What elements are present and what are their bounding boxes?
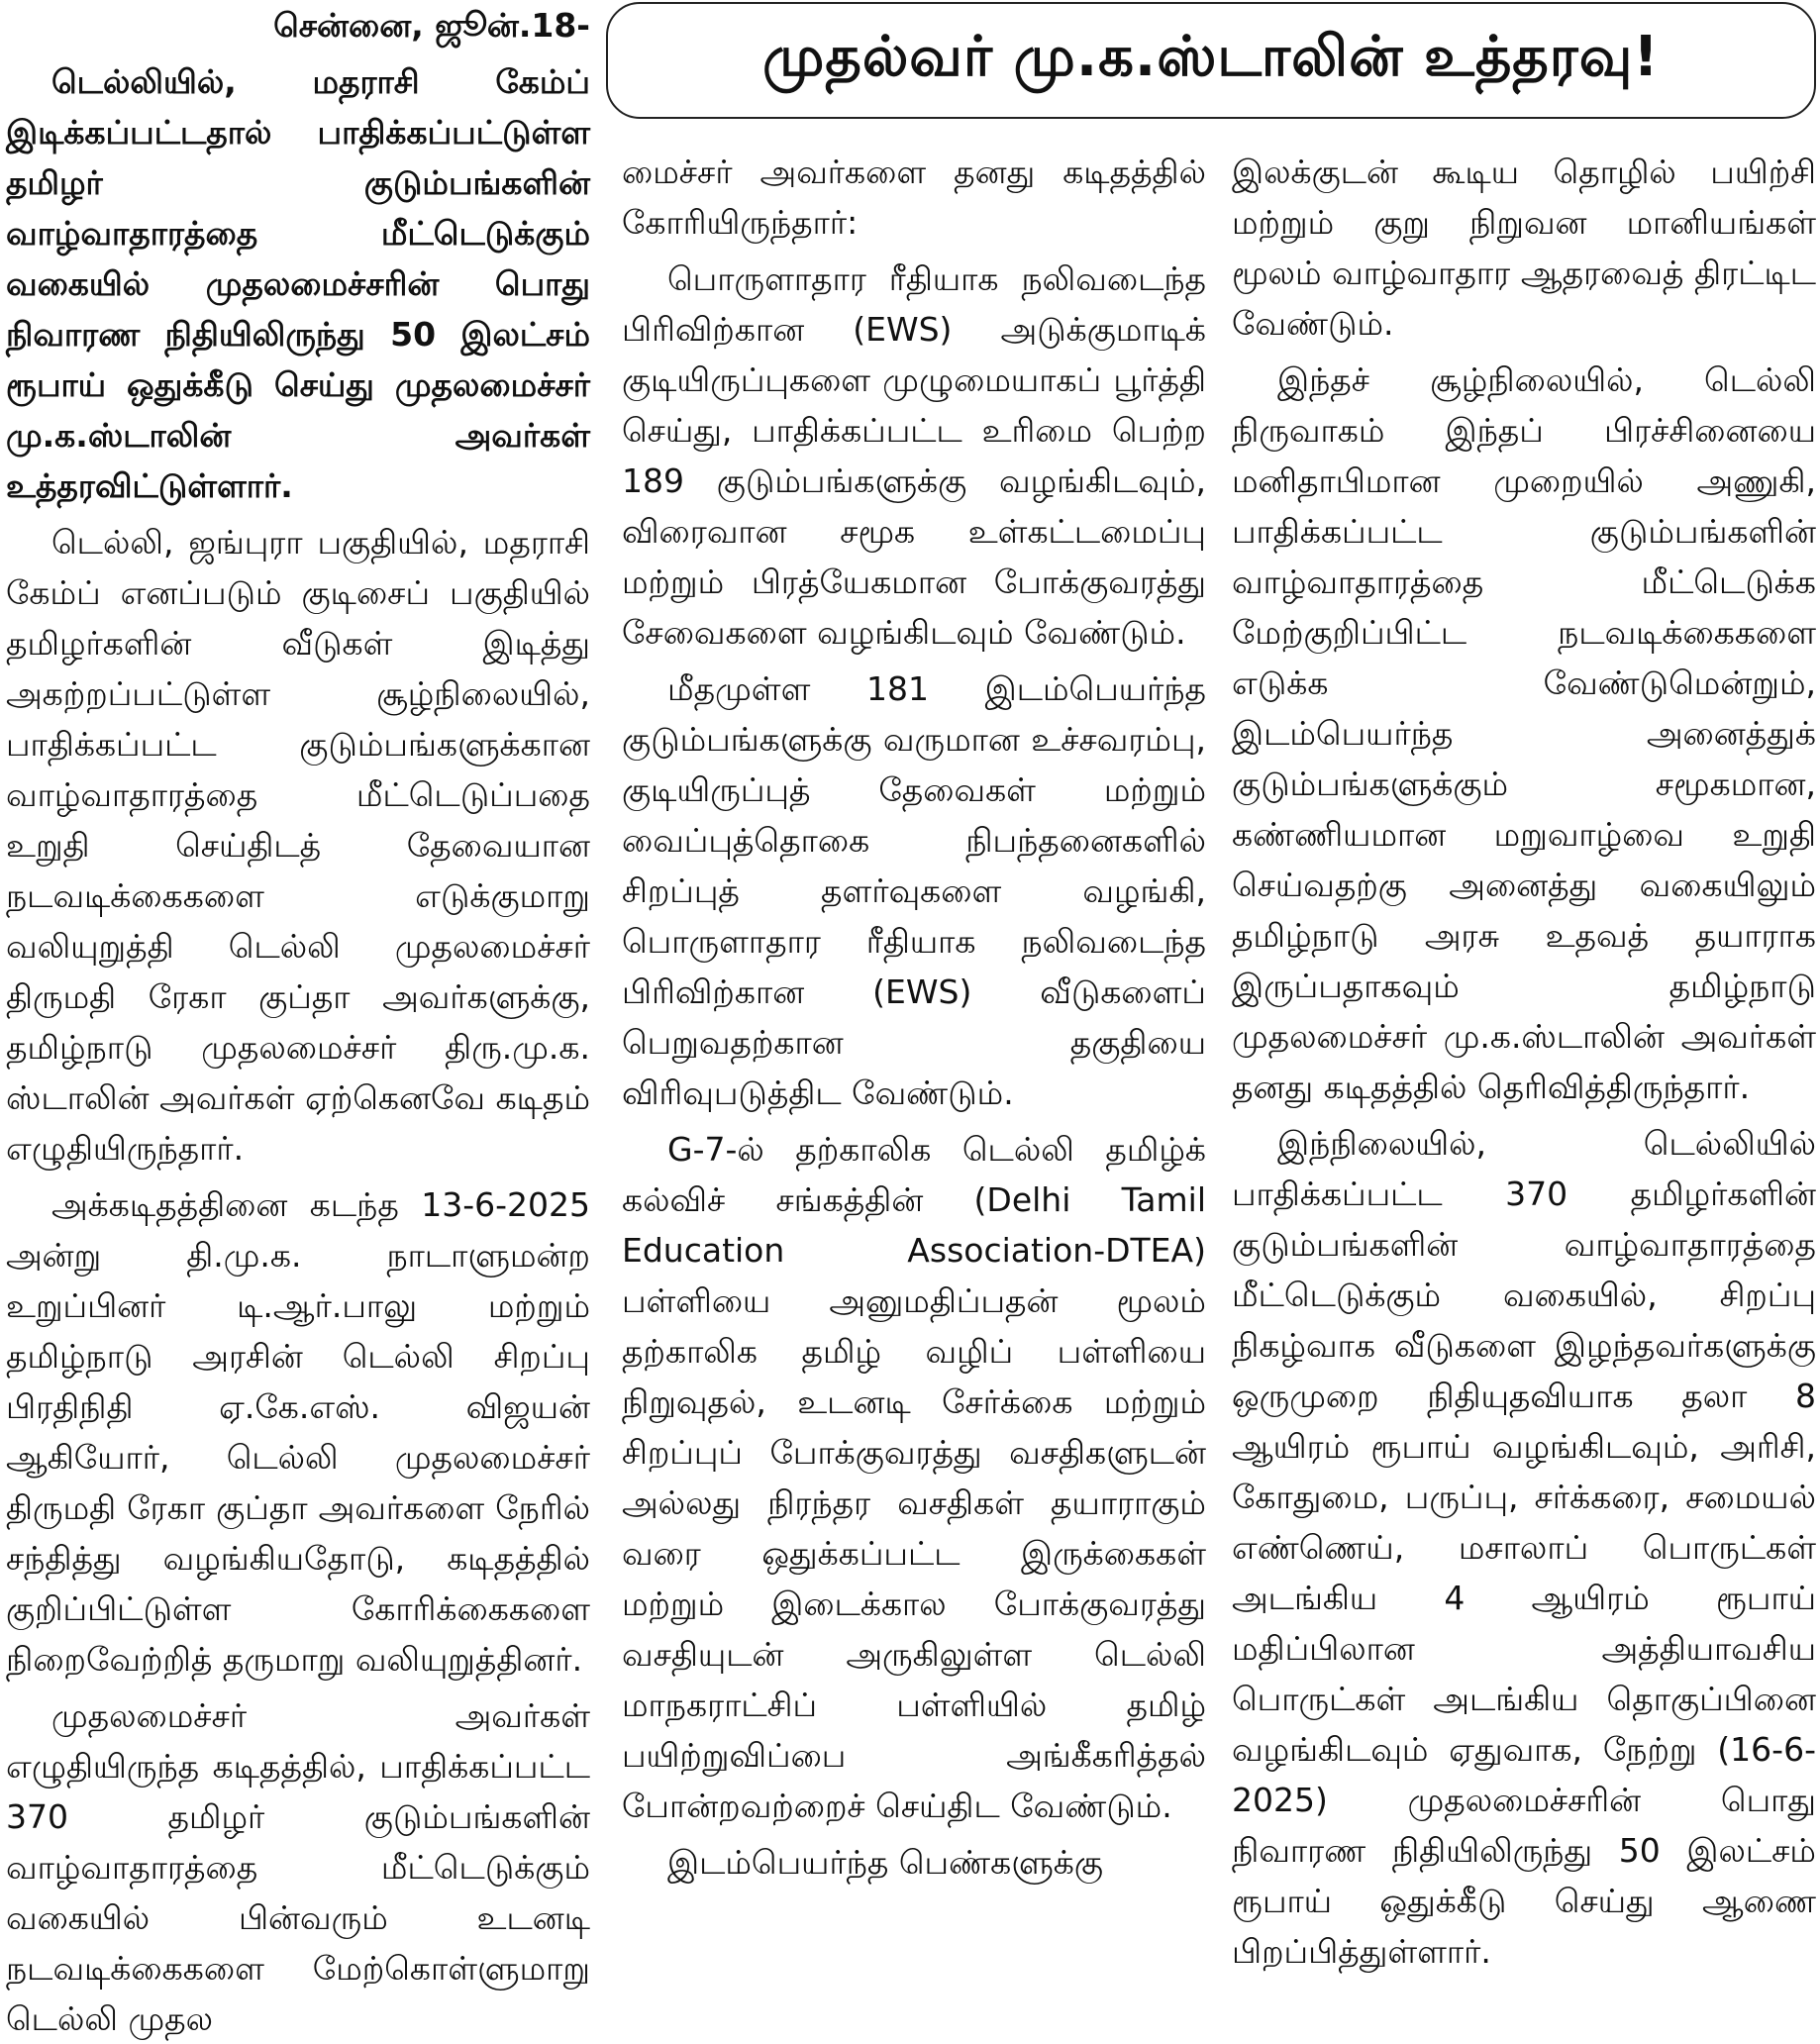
body-paragraph: இந்நிலையில், டெல்லியில் பாதிக்கப்பட்ட 370 தமிழர்களின் குடும்பங்களின் வாழ்வாதாரத்தை மீட்டெடுக்கும் வகையில், சிறப்பு நிகழ்வாக வீடுகளை இழந்தவர்களுக்கு ஒருமுறை நிதியுதவியாக தலா 8 ஆயிரம் ரூபாய் வழங்கிடவும், அரிசி, கோதுமை, பருப்பு, சர்க்கரை, சமையல் எண்ணெய், மசாலாப் பொருட்கள் அடங்கிய 4 ஆயிரம் ரூபாய் மதிப்பிலான அத்தியாவசிய பொருட்கள் அடங்கிய தொகுப்பினை வழங்கிடவும் ஏதுவாக, நேற்று (16-6-2025) முதலமைச்சரின் பொது நிவாரண நிதியிலிருந்து 50 இலட்சம் ரூபாய் ஒதுக்கீடு செய்து ஆணை பிறப்பித்துள்ளார்.	[1232, 1124, 1816, 1971]
body-paragraph: முதலமைச்சர் அவர்கள் எழுதியிருந்த கடிதத்தில், பாதிக்கப்பட்ட 370 தமிழர் குடும்பங்களின் வாழ்வாதாரத்தை மீட்டெடுக்கும் வகையில் பின்வரும் உடனடி நடவடிக்கைகளை மேற்கொள்ளுமாறு டெல்லி முதல	[6, 1696, 590, 2038]
article-column-2	[622, 147, 1206, 1888]
dateline: சென்னை, ஜூன்.18-	[273, 6, 590, 45]
headline-box	[606, 2, 1816, 119]
body-paragraph: இலக்குடன் கூடிய தொழில் பயிற்சி மற்றும் குறு நிறுவன மானியங்கள் மூலம் வாழ்வாதார ஆதரவைத் திரட்டிட வேண்டும்.	[1232, 153, 1816, 343]
body-paragraph: மைச்சர் அவர்களை தனது கடிதத்தில் கோரியிருந்தார்:	[622, 153, 1206, 242]
headline: முதல்வர் மு.க.ஸ்டாலின் உத்தரவு!	[762, 25, 1660, 89]
body-paragraph: இடம்பெயர்ந்த பெண்களுக்கு	[667, 1843, 1104, 1882]
lead-paragraph: டெல்லியில், மதராசி கேம்ப் இடிக்கப்பட்டதால் பாதிக்கப்பட்டுள்ள தமிழர் குடும்பங்களின் வாழ்வாதாரத்தை மீட்டெடுக்கும் வகையில் முதலமைச்சரின் பொது நிவாரண நிதியிலிருந்து 50 இலட்சம் ரூபாய் ஒதுக்கீடு செய்து முதலமைச்சர் மு.க.ஸ்டாலின் அவர்கள் உத்தரவிட்டுள்ளார்.	[6, 62, 590, 505]
body-paragraph: டெல்லி, ஜங்புரா பகுதியில், மதராசி கேம்ப் எனப்படும் குடிசைப் பகுதியில் தமிழர்களின் வீடுகள் இடித்து அகற்றப்பட்டுள்ள சூழ்நிலையில், பாதிக்கப்பட்ட குடும்பங்களுக்கான வாழ்வாதாரத்தை மீட்டெடுப்பதை உறுதி செய்திடத் தேவையான நடவடிக்கைகளை எடுக்குமாறு வலியுறுத்தி டெல்லி முதலமைச்சர் திருமதி ரேகா குப்தா அவர்களுக்கு, தமிழ்நாடு முதலமைச்சர் திரு.மு.க. ஸ்டாலின் அவர்கள் ஏற்கெனவே கடிதம் எழுதியிருந்தார்.	[6, 523, 590, 1168]
article-column-3	[1232, 147, 1816, 1977]
body-paragraph: G-7-ல் தற்காலிக டெல்லி தமிழ்க் கல்விச் சங்கத்தின் (Delhi Tamil Education Association-DTEA) பள்ளியை அனுமதிப்பதன் மூலம் தற்காலிக தமிழ் வழிப் பள்ளியை நிறுவுதல், உடனடி சேர்க்கை மற்றும் சிறப்புப் போக்குவரத்து வசதிகளுடன் அல்லது நிரந்தர வசதிகள் தயாராகும் வரை ஒதுக்கப்பட்ட இருக்கைகள் மற்றும் இடைக்கால போக்குவரத்து வசதியுடன் அருகிலுள்ள டெல்லி மாநகராட்சிப் பள்ளியில் தமிழ் பயிற்றுவிப்பை அங்கீகரித்தல் போன்றவற்றைச் செய்திட வேண்டும்.	[622, 1130, 1206, 1825]
article-column-1	[6, 0, 590, 2044]
body-paragraph: அக்கடிதத்தினை கடந்த 13-6-2025 அன்று தி.மு.க. நாடாளுமன்ற உறுப்பினர் டி.ஆர்.பாலு மற்றும் தமிழ்நாடு அரசின் டெல்லி சிறப்பு பிரதிநிதி ஏ.கே.எஸ். விஜயன் ஆகியோர், டெல்லி முதலமைச்சர் திருமதி ரேகா குப்தா அவர்களை நேரில் சந்தித்து வழங்கியதோடு, கடிதத்தில் குறிப்பிட்டுள்ள கோரிக்கைகளை நிறைவேற்றித் தருமாறு வலியுறுத்தினர்.	[6, 1185, 590, 1679]
body-paragraph: பொருளாதார ரீதியாக நலிவடைந்த பிரிவிற்கான (EWS) அடுக்குமாடிக் குடியிருப்புகளை முழுமையாகப் பூர்த்தி செய்து, பாதிக்கப்பட்ட உரிமை பெற்ற 189 குடும்பங்களுக்கு வழங்கிடவும், விரைவான சமூக உள்கட்டமைப்பு மற்றும் பிரத்யேகமான போக்குவரத்து சேவைகளை வழங்கிடவும் வேண்டும்.	[622, 259, 1206, 652]
body-paragraph: மீதமுள்ள 181 இடம்பெயர்ந்த குடும்பங்களுக்கு வருமான உச்சவரம்பு, குடியிருப்புத் தேவைகள் மற்றும் வைப்புத்தொகை நிபந்தனைகளில் சிறப்புத் தளர்வுகளை வழங்கி, பொருளாதார ரீதியாக நலிவடைந்த பிரிவிற்கான (EWS) வீடுகளைப் பெறுவதற்கான தகுதியை விரிவுபடுத்திட வேண்டும்.	[622, 669, 1206, 1112]
body-paragraph: இந்தச் சூழ்நிலையில், டெல்லி நிருவாகம் இந்தப் பிரச்சினையை மனிதாபிமான முறையில் அணுகி, பாதிக்கப்பட்ட குடும்பங்களின் வாழ்வாதாரத்தை மீட்டெடுக்க மேற்குறிப்பிட்ட நடவடிக்கைகளை எடுக்க வேண்டுமென்றும், இடம்பெயர்ந்த அனைத்துக் குடும்பங்களுக்கும் சமூகமான, கண்ணியமான மறுவாழ்வை உறுதி செய்வதற்கு அனைத்து வகையிலும் தமிழ்நாடு அரசு உதவத் தயாராக இருப்பதாகவும் தமிழ்நாடு முதலமைச்சர் மு.க.ஸ்டாலின் அவர்கள் தனது கடிதத்தில் தெரிவித்திருந்தார்.	[1232, 360, 1816, 1106]
